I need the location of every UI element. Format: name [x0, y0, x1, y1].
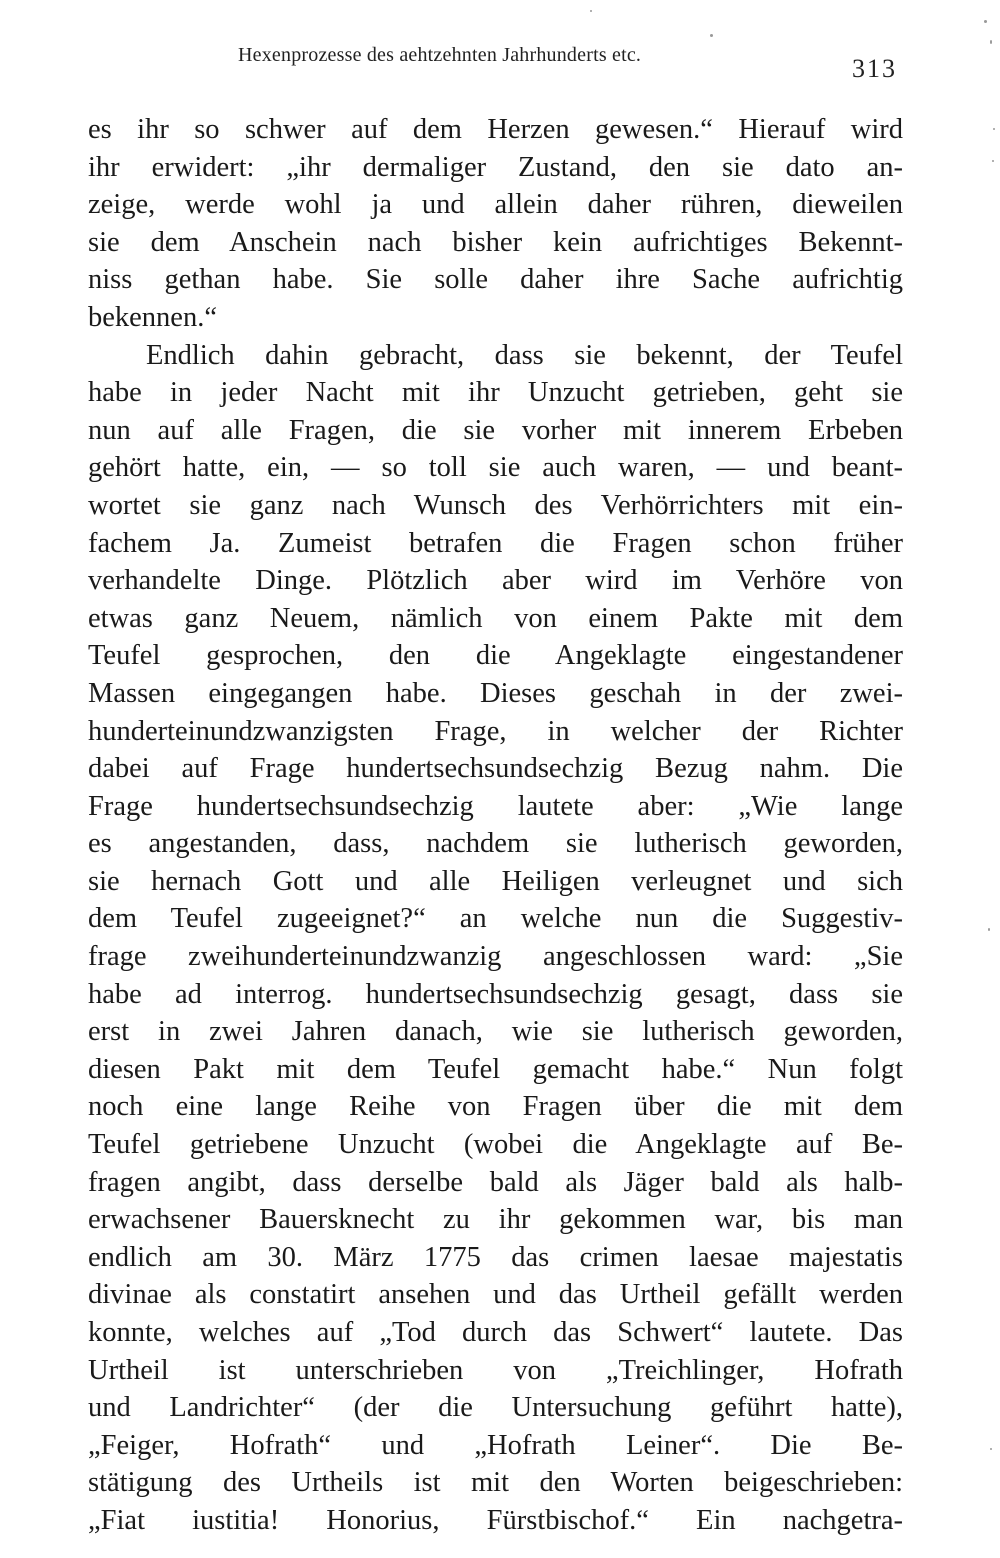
text-line: erst in zwei Jahren danach, wie sie lutherisch geworden, [88, 1016, 903, 1048]
running-title: Hexenprozesse des aehtzehnten Jahrhunderts etc. [238, 44, 642, 66]
text-line: „Fiat iustitia! Honorius, Fürstbischof.“ Ein nachgetra- [88, 1504, 903, 1536]
text-line: dem Teufel zugeeignet?“ an welche nun die Suggestiv- [88, 903, 903, 935]
text-line: ihr erwidert: „ihr dermaliger Zustand, den sie dato an- [88, 151, 903, 183]
text-line: Teufel getriebene Unzucht (wobei die Angeklagte auf Be- [88, 1129, 903, 1161]
scan-speck [710, 34, 713, 37]
text-line: wortet sie ganz nach Wunsch des Verhörrichters mit ein- [88, 489, 903, 521]
text-line: noch eine lange Reihe von Fragen über die mit dem [88, 1091, 903, 1123]
text-line: zeige, werde wohl ja und allein daher rühren, dieweilen [88, 189, 903, 221]
text-line: bekennen.“ [88, 301, 217, 333]
text-line: und Landrichter“ (der die Untersuchung geführt hatte), [88, 1392, 903, 1424]
text-line: verhandelte Dinge. Plötzlich aber wird im Verhöre von [88, 565, 903, 597]
text-line: fachem Ja. Zumeist betrafen die Fragen schon früher [88, 527, 903, 559]
text-line: hunderteinundzwanzigsten Frage, in welcher der Richter [88, 715, 903, 747]
text-line: fragen angibt, dass derselbe bald als Jäger bald als halb- [88, 1166, 903, 1198]
body-text [88, 111, 903, 1540]
text-line: stätigung des Urtheils ist mit den Worten beigeschrieben: [88, 1467, 903, 1499]
text-line: niss gethan habe. Sie solle daher ihre Sache aufrichtig [88, 264, 903, 296]
text-line: es ihr so schwer auf dem Herzen gewesen.“ Hierauf wird [88, 114, 903, 145]
text-line: Frage hundertsechsundsechzig lautete aber: „Wie lange [88, 790, 903, 822]
text-line: „Feiger, Hofrath“ und „Hofrath Leiner“. Die Be- [88, 1429, 903, 1461]
text-line: Teufel gesprochen, den die Angeklagte eingestandener [88, 640, 903, 672]
text-line: dabei auf Frage hundertsechsundsechzig Bezug nahm. Die [88, 753, 903, 785]
text-line: Endlich dahin gebracht, dass sie bekennt, der Teufel [146, 339, 903, 371]
text-line: divinae als constatirt ansehen und das Urtheil gefällt werden [88, 1279, 903, 1311]
scan-speck [993, 128, 995, 130]
text-line: sie hernach Gott und alle Heiligen verleugnet und sich [88, 865, 903, 897]
text-line: etwas ganz Neuem, nämlich von einem Pakte mit dem [88, 602, 903, 634]
text-line: Massen eingegangen habe. Dieses geschah in der zwei- [88, 677, 903, 709]
scan-speck [990, 40, 992, 44]
text-line: sie dem Anschein nach bisher kein aufrichtiges Bekennt- [88, 226, 903, 258]
text-line: habe in jeder Nacht mit ihr Unzucht getrieben, geht sie [88, 377, 903, 409]
text-line: konnte, welches auf „Tod durch das Schwert“ lautete. Das [88, 1317, 903, 1348]
text-line: es angestanden, dass, nachdem sie lutherisch geworden, [88, 828, 903, 860]
page-number: 313 [852, 54, 897, 83]
text-line: nun auf alle Fragen, die sie vorher mit innerem Erbeben [88, 414, 903, 446]
scan-speck [992, 160, 994, 162]
text-line: habe ad interrog. hundertsechsundsechzig gesagt, dass sie [88, 978, 903, 1010]
scan-speck [988, 928, 990, 931]
scan-speck [590, 10, 592, 12]
scan-speck [984, 20, 987, 23]
text-line: Urtheil ist unterschrieben von „Treichlinger, Hofrath [88, 1354, 903, 1386]
text-line: endlich am 30. März 1775 das crimen laesae majestatis [88, 1241, 903, 1273]
text-line: gehört hatte, ein, — so toll sie auch waren, — und beant- [88, 452, 903, 484]
text-line: diesen Pakt mit dem Teufel gemacht habe.“ Nun folgt [88, 1053, 903, 1085]
text-line: frage zweihunderteinundzwanzig angeschlossen ward: „Sie [88, 941, 903, 973]
scan-speck [990, 1448, 992, 1450]
text-line: erwachsener Bauersknecht zu ihr gekommen war, bis man [88, 1204, 903, 1236]
